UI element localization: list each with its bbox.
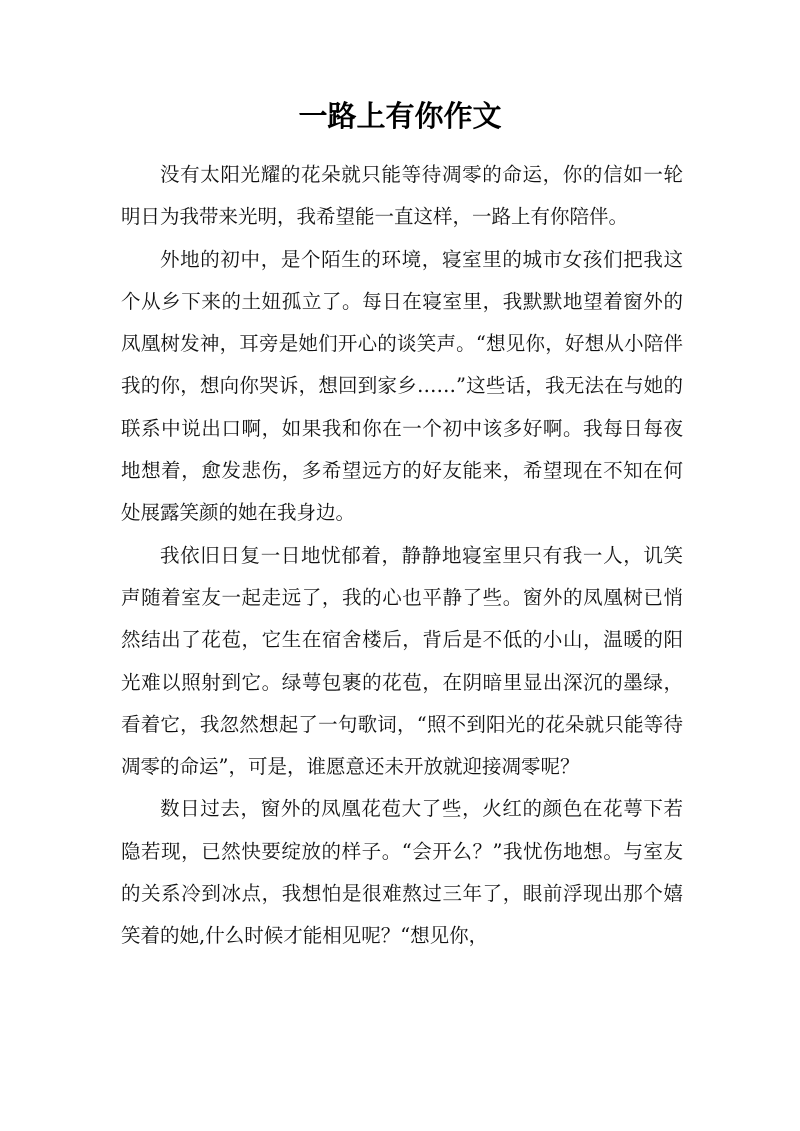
paragraph: 我依旧日复一日地忧郁着，静静地寝室里只有我一人，讥笑声随着室友一起走远了，我的心也平静了些。窗外的凤凰树已悄然结出了花苞，它生在宿舍楼后，背后是不低的小山，温暖的阳光难以照射到它。绿萼包裹的花苞，在阴暗里显出深沉的墨绿，看着它，我忽然想起了一句歌词，“照不到阳光的花朵就只能等待凋零的命运”，可是，谁愿意还未开放就迎接凋零呢？: [121, 543, 683, 779]
document-title: 一路上有你作文: [298, 99, 502, 133]
paragraph: 数日过去，窗外的凤凰花苞大了些，火红的颜色在花萼下若隐若现，已然快要绽放的样子。“会开么？”我忧伤地想。与室友的关系冷到冰点，我想怕是很难熬过三年了，眼前浮现出那个嬉笑着的她,什么时候才能相见呢？“想见你，: [121, 797, 683, 948]
document-body: [121, 154, 683, 958]
paragraph: 外地的初中，是个陌生的环境，寝室里的城市女孩们把我这个从乡下来的土妞孤立了。每日在寝室里，我默默地望着窗外的凤凰树发神，耳旁是她们开心的谈笑声。“想见你，好想从小陪伴我的你，想向你哭诉，想回到家乡……”这些话，我无法在与她的联系中说出口啊，如果我和你在一个初中该多好啊。我每日每夜地想着，愈发悲伤，多希望远方的好友能来，希望现在不知在何处展露笑颜的她在我身边。: [121, 247, 683, 525]
paragraph: 没有太阳光耀的花朵就只能等待凋零的命运，你的信如一轮明日为我带来光明，我希望能一直这样，一路上有你陪伴。: [121, 163, 683, 229]
